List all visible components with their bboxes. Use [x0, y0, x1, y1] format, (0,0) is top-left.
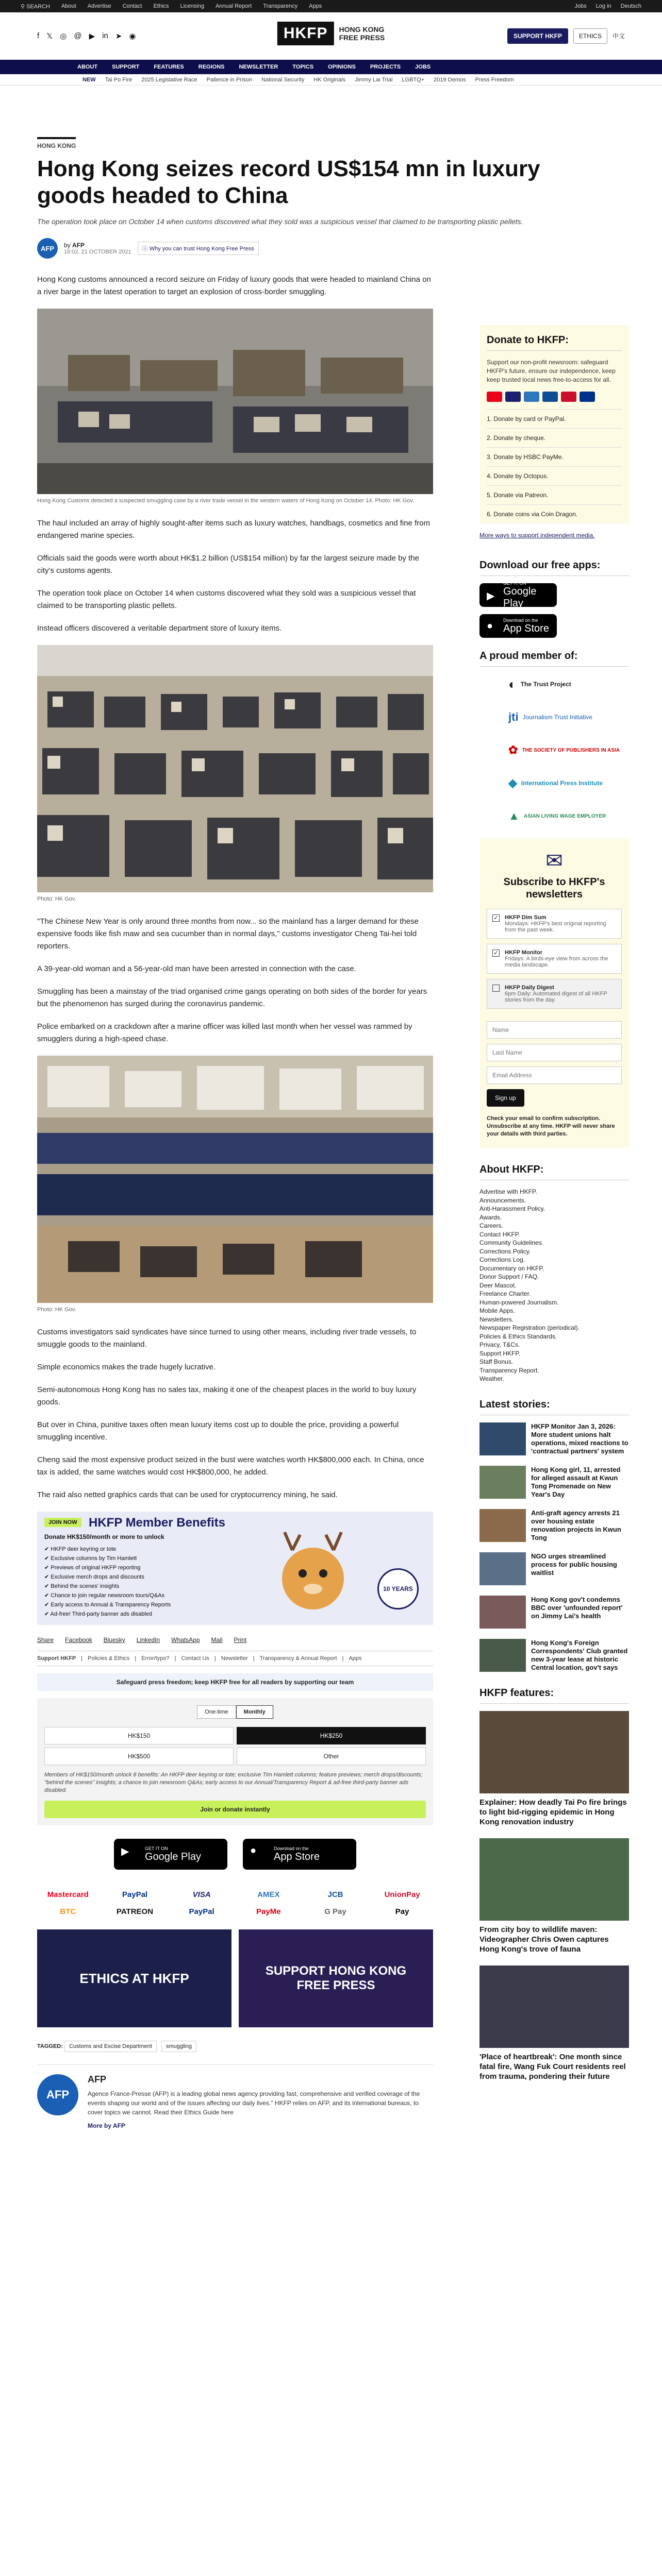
- about-link[interactable]: Community Guidelines.: [479, 1239, 544, 1246]
- share-facebook[interactable]: Facebook: [65, 1636, 92, 1643]
- contact-link[interactable]: Contact Us: [181, 1655, 209, 1662]
- top-link-ethics[interactable]: Ethics: [153, 3, 169, 9]
- checkbox-icon: ✓: [492, 950, 500, 957]
- about-link[interactable]: Mobile Apps.: [479, 1307, 515, 1314]
- feature-item[interactable]: Explainer: How deadly Tai Po fire brings to light bid-rigging epidemic in Hong Kong renovation industry: [479, 1711, 629, 1827]
- top-link-advertise[interactable]: Advertise: [87, 3, 111, 9]
- about-link[interactable]: Newspaper Registration (periodical).: [479, 1324, 580, 1331]
- author-box: [37, 2064, 433, 2129]
- article-lede: The operation took place on October 14 when customs discovered what they sold was a suspicious vessel that claimed to be transporting plastic pellets.: [37, 217, 523, 226]
- apps-title: Download our free apps:: [479, 560, 629, 576]
- error-link[interactable]: Error/typo?: [141, 1655, 170, 1662]
- frequency-toggle: [44, 1705, 426, 1719]
- share-whatsapp[interactable]: WhatsApp: [171, 1636, 200, 1643]
- article-photo-warehouse: [37, 645, 433, 892]
- one-time-tab[interactable]: One-time: [197, 1705, 236, 1719]
- nav-jobs[interactable]: JOBS: [415, 64, 431, 70]
- app-store-button[interactable]: ● Download on the App Store: [243, 1839, 356, 1870]
- google-play-icon: ▶: [487, 590, 495, 602]
- ethics-button[interactable]: ETHICS: [573, 28, 607, 44]
- promo-row: [37, 1929, 433, 2027]
- paragraph: Officials said the goods were worth about HK$1.2 billion (US$154 million) by far the largest seizure made by the city's customs agents.: [37, 554, 419, 575]
- rss-icon[interactable]: ◉: [129, 31, 136, 41]
- donate-text: Support our non-profit newsroom: safeguard HKFP's future, ensure our independence, keep keep trusted local news free-to-access for all.: [487, 359, 616, 383]
- jcb-icon: [542, 392, 558, 402]
- trust-link[interactable]: ⓘ Why you can trust Hong Kong Free Press: [138, 242, 259, 255]
- tier-grid: [44, 1727, 426, 1765]
- google-play-button[interactable]: ▶ GET IT ON Google Play: [114, 1839, 227, 1870]
- paragraph: The operation took place on October 14 when customs discovered what they sold was a suspicious vessel that claimed to be transporting plastic pellets.: [37, 589, 416, 610]
- share-bluesky[interactable]: Bluesky: [103, 1636, 125, 1643]
- share-print[interactable]: Print: [234, 1636, 247, 1643]
- paypal-icon: PayPal: [189, 1907, 214, 1916]
- latest-item[interactable]: Hong Kong's Foreign Correspondents' Club granted new 3-year lease at historic Central location, gov't says: [479, 1639, 629, 1672]
- article-title: Hong Kong seizes record US$154 mn in luxury goods headed to China: [37, 156, 540, 208]
- donate-method[interactable]: 5. Donate via Patreon.: [487, 485, 622, 504]
- subnav-link[interactable]: National Security: [261, 76, 305, 83]
- benefits-sub: Donate HK$150/month or more to unlock: [44, 1533, 164, 1540]
- donate-title: Donate to HKFP:: [487, 334, 622, 351]
- features-list: [479, 1711, 629, 2081]
- amex-icon: AMEX: [257, 1890, 280, 1899]
- donate-method[interactable]: 4. Donate by Octopus.: [487, 466, 622, 485]
- main-nav: [0, 60, 662, 74]
- mastercard-icon: Mastercard: [47, 1890, 89, 1899]
- sopa-icon: ✿: [508, 743, 518, 756]
- unionpay-icon: [561, 392, 576, 402]
- safeguard-banner[interactable]: Safeguard press freedom; keep HKFP free for all readers by supporting our team: [37, 1673, 433, 1691]
- jti-icon: jti: [508, 710, 519, 723]
- newsletter-link[interactable]: Newsletter: [221, 1655, 248, 1662]
- photo-caption: Hong Kong Customs detected a suspected smuggling case by a river trade vessel in the western waters of Hong Kong on October 14. Photo: HK Gov.: [37, 498, 415, 504]
- paragraph: Cheng said the most expensive product seized in the bust were watches worth HK$800,000 each. In China, once tax is added, the same watches would cost HK$800,000, he added.: [37, 1455, 424, 1477]
- latest-list: [479, 1422, 629, 1672]
- sidebar-app-store[interactable]: ● Download on the App Store: [479, 614, 557, 638]
- about-link[interactable]: Weather.: [479, 1375, 504, 1382]
- first-name-input[interactable]: [487, 1021, 622, 1039]
- patreon-icon: PATREON: [116, 1907, 154, 1916]
- logo-text-line1: HONG KONG: [339, 25, 385, 33]
- about-link[interactable]: Donor Support / FAQ.: [479, 1273, 539, 1280]
- feature-item[interactable]: 'Place of heartbreak': One month since fatal fire, Wang Fuk Court residents reel from trauma, pondering their future: [479, 1965, 629, 2081]
- x-icon[interactable]: 𝕏: [46, 31, 53, 41]
- nav-topics[interactable]: TOPICS: [292, 64, 314, 70]
- paypal-icon: [580, 392, 595, 402]
- telegram-icon[interactable]: ➤: [115, 31, 122, 41]
- payme-icon: PayMe: [256, 1907, 281, 1916]
- trust-project-icon: ◐: [508, 676, 517, 692]
- newsletter-title: Subscribe to HKFP's newsletters: [503, 876, 605, 900]
- mastercard-icon: [487, 392, 502, 402]
- about-link[interactable]: Deer Mascot.: [479, 1281, 517, 1289]
- paragraph: Smuggling has been a mainstay of the triad organised crime gangs operating on both sides of the border for years but the phenomenon has surged during the coronavirus pandemic.: [37, 987, 427, 1008]
- support-promo[interactable]: SUPPORT HONG KONG FREE PRESS: [239, 1929, 433, 2027]
- tags-row: [37, 2041, 433, 2052]
- unionpay-icon: UnionPay: [384, 1890, 420, 1899]
- latest-thumb: [479, 1422, 526, 1455]
- top-link-apps[interactable]: Apps: [309, 3, 322, 9]
- feature-image: [479, 1965, 629, 2048]
- site-logo[interactable]: [277, 22, 385, 45]
- subnav-link[interactable]: 2019 Demos: [434, 76, 466, 83]
- article-photo-barge: [37, 309, 433, 494]
- nav-projects[interactable]: PROJECTS: [370, 64, 401, 70]
- latest-thumb: [479, 1466, 526, 1499]
- latest-item[interactable]: Hong Kong girl, 11, arrested for alleged assault at Kwun Tong Promenade on New Year's Day: [479, 1466, 629, 1499]
- search-link[interactable]: ⚲ SEARCH: [21, 3, 50, 10]
- about-link[interactable]: Advertise with HKFP.: [479, 1188, 537, 1195]
- nav-opinions[interactable]: OPINIONS: [328, 64, 356, 70]
- living-wage-icon: ▲: [508, 809, 520, 822]
- top-link-jobs[interactable]: Jobs: [574, 3, 587, 9]
- about-link[interactable]: Support HKFP.: [479, 1349, 521, 1357]
- bottom-app-stores: [37, 1839, 433, 1877]
- subnav-link[interactable]: LGBTQ+: [402, 76, 425, 83]
- ten-years-badge: 10 YEARS: [377, 1568, 419, 1609]
- author-name[interactable]: AFP: [88, 2074, 106, 2084]
- latest-thumb: [479, 1509, 526, 1542]
- newsletter-note: Check your email to confirm subscription. Unsubscribe at any time. HKFP will never share your details with third parties.: [487, 1115, 615, 1137]
- join-now-badge[interactable]: JOIN NOW: [44, 1518, 81, 1527]
- about-link[interactable]: Staff Bonus.: [479, 1358, 514, 1365]
- byline-by: by: [64, 242, 71, 249]
- sidebar-google-play[interactable]: ▶ GET IT ON Google Play: [479, 583, 557, 607]
- top-bar: [0, 0, 662, 12]
- subnav-link[interactable]: Patience in Prison: [206, 76, 253, 83]
- card-logos: [487, 392, 622, 402]
- about-title: About HKFP:: [479, 1164, 629, 1180]
- latest-thumb: [479, 1596, 526, 1629]
- top-link-deutsch[interactable]: Deutsch: [620, 3, 641, 9]
- latest-item[interactable]: HKFP Monitor Jan 3, 2026: More student unions halt operations, mixed reactions to 'contractual partners' system: [479, 1422, 629, 1455]
- latest-title: Latest stories:: [479, 1399, 629, 1415]
- paragraph: Instead officers discovered a veritable department store of luxury items.: [37, 624, 282, 633]
- support-links: Support HKFP | Policies & Ethics | Error/typo? | Contact Us | Newsletter | Transparency & Annual Report | Apps: [37, 1651, 433, 1666]
- linkedin-icon[interactable]: in: [102, 31, 108, 40]
- policies-link[interactable]: Policies & Ethics: [88, 1655, 130, 1662]
- paragraph: The haul included an array of highly sought-after items such as luxury watches, handbags, cosmetics and fine from endangered marine species.: [37, 519, 431, 540]
- tier-250[interactable]: HK$250: [237, 1727, 426, 1744]
- byline-date: 16:02, 21 OCTOBER 2021: [64, 249, 131, 255]
- features-title: HKFP features:: [479, 1687, 629, 1704]
- about-link[interactable]: Newsletters.: [479, 1315, 514, 1323]
- nav-support[interactable]: SUPPORT: [112, 64, 140, 70]
- donate-box: [479, 325, 629, 523]
- jcb-icon: JCB: [327, 1890, 343, 1899]
- member-benefits-banner[interactable]: [37, 1512, 433, 1625]
- share-bar: [37, 1636, 433, 1643]
- subnav-link[interactable]: 2025 Legislative Race: [141, 76, 197, 83]
- about-link[interactable]: Contact HKFP.: [479, 1230, 520, 1238]
- monthly-tab[interactable]: Monthly: [236, 1705, 273, 1719]
- tier-500[interactable]: HK$500: [44, 1748, 234, 1765]
- donate-method[interactable]: 2. Donate by cheque.: [487, 428, 622, 447]
- newsletter-option-dim-sum[interactable]: ✓ HKFP Dim Sum Mondays: HKFP's best original reporting from the past week.: [487, 909, 622, 939]
- paragraph: The raid also netted graphics cards that can be used for cryptocurrency mining, he said.: [37, 1490, 338, 1499]
- about-link[interactable]: Corrections Log.: [479, 1256, 525, 1263]
- youtube-icon[interactable]: ▶: [89, 31, 95, 41]
- bitcoin-icon: BTC: [60, 1907, 76, 1916]
- article-photo-goods: [37, 1056, 433, 1303]
- paragraph: But over in China, punitive taxes often mean luxury items cost up to double the price, providing a powerful smuggling incentive.: [37, 1420, 399, 1442]
- site-header: [0, 12, 662, 60]
- logo-text-line2: FREE PRESS: [339, 33, 385, 42]
- share-label: Share: [37, 1636, 54, 1643]
- about-link[interactable]: Privacy, T&Cs.: [479, 1341, 520, 1348]
- visa-icon: VISA: [192, 1890, 211, 1899]
- sidebar: [479, 325, 629, 2093]
- google-pay-icon: G Pay: [324, 1907, 346, 1916]
- share-linkedin[interactable]: LinkedIn: [136, 1636, 160, 1643]
- top-link-login[interactable]: Log in: [595, 3, 611, 9]
- checkbox-icon: ✓: [492, 914, 500, 922]
- facebook-icon[interactable]: f: [37, 31, 40, 40]
- paragraph: Hong Kong customs announced a record seizure on Friday of luxury goods that were headed to mainland China on a river barge in the latest operation to target an explosion of cross-border smuggling.: [37, 275, 431, 296]
- donate-method[interactable]: 6. Donate coins via Coin Dragon.: [487, 504, 622, 523]
- about-link[interactable]: Anti-Harassment Policy.: [479, 1205, 545, 1212]
- latest-thumb: [479, 1639, 526, 1672]
- support-hkfp-button[interactable]: SUPPORT HKFP: [507, 28, 568, 44]
- nav-about[interactable]: ABOUT: [77, 64, 98, 70]
- share-mail[interactable]: Mail: [211, 1636, 223, 1643]
- paypal-icon: PayPal: [122, 1890, 148, 1899]
- newsletter-box: [479, 839, 629, 1148]
- about-list: [479, 1188, 629, 1383]
- apple-icon: ●: [487, 620, 493, 632]
- member-trust-project[interactable]: ◐ The Trust Project: [508, 676, 571, 692]
- feature-image: [479, 1838, 629, 1921]
- logo-box: HKFP: [277, 22, 334, 45]
- benefits-list: ✔ HKFP deer keyring or tote ✔ Exclusive columns by Tim Hamlett ✔ Previews of original HKFP reporting ✔ Exclusive merch drops and discounts ✔ Behind the scenes' insights ✔ Chance to join regular newsroom tours/Q&As ✔ Early access to Annual & Transparency Reports ✔ Ad-free! Third-party banner ads disabled: [44, 1546, 171, 1617]
- about-link[interactable]: Corrections Policy.: [479, 1247, 531, 1255]
- author-avatar[interactable]: AFP: [37, 238, 58, 259]
- about-link[interactable]: Awards.: [479, 1213, 502, 1221]
- last-name-input[interactable]: [487, 1044, 622, 1061]
- apple-pay-icon: Pay: [395, 1907, 409, 1916]
- latest-thumb: [479, 1552, 526, 1585]
- author-logo[interactable]: AFP: [37, 2074, 78, 2115]
- member-ipi[interactable]: ◆ International Press Institute: [508, 776, 603, 789]
- donate-methods: [487, 409, 622, 523]
- about-link[interactable]: Announcements.: [479, 1196, 526, 1204]
- apps-link[interactable]: Apps: [349, 1655, 362, 1662]
- top-link-annual-report[interactable]: Annual Report: [215, 3, 252, 9]
- about-link[interactable]: Careers.: [479, 1222, 504, 1229]
- byline-author[interactable]: AFP: [72, 242, 85, 249]
- signup-button[interactable]: Sign up: [487, 1089, 524, 1107]
- tier-150[interactable]: HK$150: [44, 1727, 234, 1744]
- amex-icon: [524, 392, 539, 402]
- paragraph: A 39-year-old woman and a 56-year-old man have been arrested in connection with the case.: [37, 964, 356, 973]
- instagram-icon[interactable]: ◎: [60, 31, 67, 41]
- feature-item[interactable]: From city boy to wildlife maven: Videographer Chris Owen captures Hong Kong's trove of fauna: [479, 1838, 629, 1954]
- email-input[interactable]: [487, 1066, 622, 1084]
- apple-icon: ●: [250, 1845, 257, 1856]
- paragraph: Police embarked on a crackdown after a marine officer was killed last month when her vessel was rammed by smugglers during a high-speed chase.: [37, 1022, 412, 1043]
- subnav-link[interactable]: Press Freedom: [475, 76, 514, 83]
- payment-logos: [37, 1890, 433, 1916]
- benefits-title: HKFP Member Benefits: [89, 1516, 225, 1530]
- google-play-icon: ▶: [121, 1846, 129, 1857]
- newsletter-option-daily-digest[interactable]: HKFP Daily Digest 6pm Daily: Automated digest of all HKFP stories from the day.: [487, 979, 622, 1009]
- newsletter-deer-icon: ✉: [545, 850, 563, 872]
- member-jti[interactable]: jti Journalism Trust Initiative: [508, 710, 592, 723]
- donate-method[interactable]: 1. Donate by card or PayPal.: [487, 409, 622, 428]
- top-link-licensing[interactable]: Licensing: [180, 3, 204, 9]
- feature-image: [479, 1711, 629, 1793]
- subnav-link[interactable]: Tai Po Fire: [105, 76, 133, 83]
- byline: [37, 238, 625, 259]
- tag-smuggling[interactable]: smuggling: [161, 2041, 196, 2052]
- nav-features[interactable]: FEATURES: [154, 64, 184, 70]
- threads-icon[interactable]: @: [74, 31, 82, 40]
- checkbox-icon: [492, 985, 500, 992]
- top-link-transparency[interactable]: Transparency: [263, 3, 298, 9]
- paragraph: Simple economics makes the trade hugely lucrative.: [37, 1363, 216, 1371]
- language-switch[interactable]: 中文: [612, 32, 625, 40]
- about-link[interactable]: Transparency Report.: [479, 1366, 539, 1374]
- tag-customs[interactable]: Customs and Excise Department: [64, 2041, 157, 2052]
- top-link-contact[interactable]: Contact: [122, 3, 142, 9]
- photo-caption: Photo: HK Gov.: [37, 1307, 76, 1313]
- support-link[interactable]: Support HKFP: [37, 1655, 76, 1662]
- article-kicker[interactable]: HONG KONG: [37, 137, 76, 149]
- paragraph: "The Chinese New Year is only around three months from now... so the mainland has a larger demand for these expensive foods like fish maw and sea cucumber than in normal days," customs investigator Cheng Tai-hei told reporters.: [37, 917, 419, 951]
- social-links: [37, 31, 136, 41]
- latest-item[interactable]: NGO urges streamlined process for public housing waitlist: [479, 1552, 629, 1585]
- more-by-author[interactable]: More by AFP: [88, 2122, 125, 2129]
- ipi-icon: ◆: [508, 776, 517, 789]
- photo-caption: Photo: HK Gov.: [37, 896, 76, 902]
- tagged-label: TAGGED:: [37, 2043, 63, 2049]
- transparency-link[interactable]: Transparency & Annual Report: [259, 1655, 337, 1662]
- about-link[interactable]: Freelance Charter.: [479, 1290, 531, 1297]
- about-link[interactable]: Documentary on HKFP.: [479, 1264, 544, 1272]
- visa-icon: [505, 392, 521, 402]
- nav-regions[interactable]: REGIONS: [198, 64, 225, 70]
- paragraph: Semi-autonomous Hong Kong has no sales tax, making it one of the cheapest places in the world to buy luxury goods.: [37, 1385, 417, 1406]
- about-link[interactable]: Human-powered Journalism.: [479, 1298, 559, 1306]
- join-donate-button[interactable]: Join or donate instantly: [44, 1801, 426, 1818]
- author-bio: Agence France-Presse (AFP) is a leading global news agency providing fast, comprehensive and verified coverage of the events shaping our world and of the issues affecting our daily lives." HKFP relies on AFP, and its international bureaus, to cover topics we cannot. Read their Ethics Guide here: [88, 2090, 420, 2116]
- member-title: A proud member of:: [479, 650, 629, 667]
- deer-mascot-icon: [264, 1522, 362, 1620]
- member-living-wage[interactable]: ▲ ASIAN LIVING WAGE EMPLOYER: [508, 809, 606, 822]
- sub-nav: [0, 74, 662, 86]
- donation-plans: [37, 1698, 433, 1825]
- top-link-about[interactable]: About: [61, 3, 76, 9]
- more-ways-link[interactable]: More ways to support independent media.: [479, 532, 595, 539]
- ethics-promo[interactable]: ETHICS AT HKFP: [37, 1929, 231, 2027]
- donate-method[interactable]: 3. Donate by HSBC PayMe.: [487, 447, 622, 466]
- member-sopa[interactable]: ✿ THE SOCIETY OF PUBLISHERS IN ASIA: [508, 743, 620, 756]
- paragraph: Customs investigators said syndicates have since turned to using other means, including river trade vessels, to smuggle goods to the mainland.: [37, 1328, 417, 1349]
- newsletter-option-monitor[interactable]: ✓ HKFP Monitor Fridays: A birds-eye view from across the media landscape.: [487, 944, 622, 974]
- plans-note: Members of HK$150/month unlock 8 benefits: An HKFP deer keyring or tote; exclusive Tim Hamlett columns; feature previews; merch drops/discounts; "behind the scenes" insights; a chance to join newsroom Q&As; early access to our Annual/Transparency Report & ad-free third-party banner ads disabled.: [44, 1772, 423, 1793]
- new-label: NEW: [82, 76, 96, 83]
- nav-newsletter[interactable]: NEWSLETTER: [239, 64, 278, 70]
- about-link[interactable]: Policies & Ethics Standards.: [479, 1332, 557, 1340]
- latest-item[interactable]: Anti-graft agency arrests 21 over housing estate renovation projects in Kwun Tong: [479, 1509, 629, 1542]
- tier-other[interactable]: Other: [237, 1748, 426, 1765]
- subnav-link[interactable]: HK Originals: [313, 76, 346, 83]
- latest-item[interactable]: Hong Kong gov't condemns BBC over 'unfounded report' on Jimmy Lai's health: [479, 1596, 629, 1629]
- subnav-link[interactable]: Jimmy Lai Trial: [355, 76, 393, 83]
